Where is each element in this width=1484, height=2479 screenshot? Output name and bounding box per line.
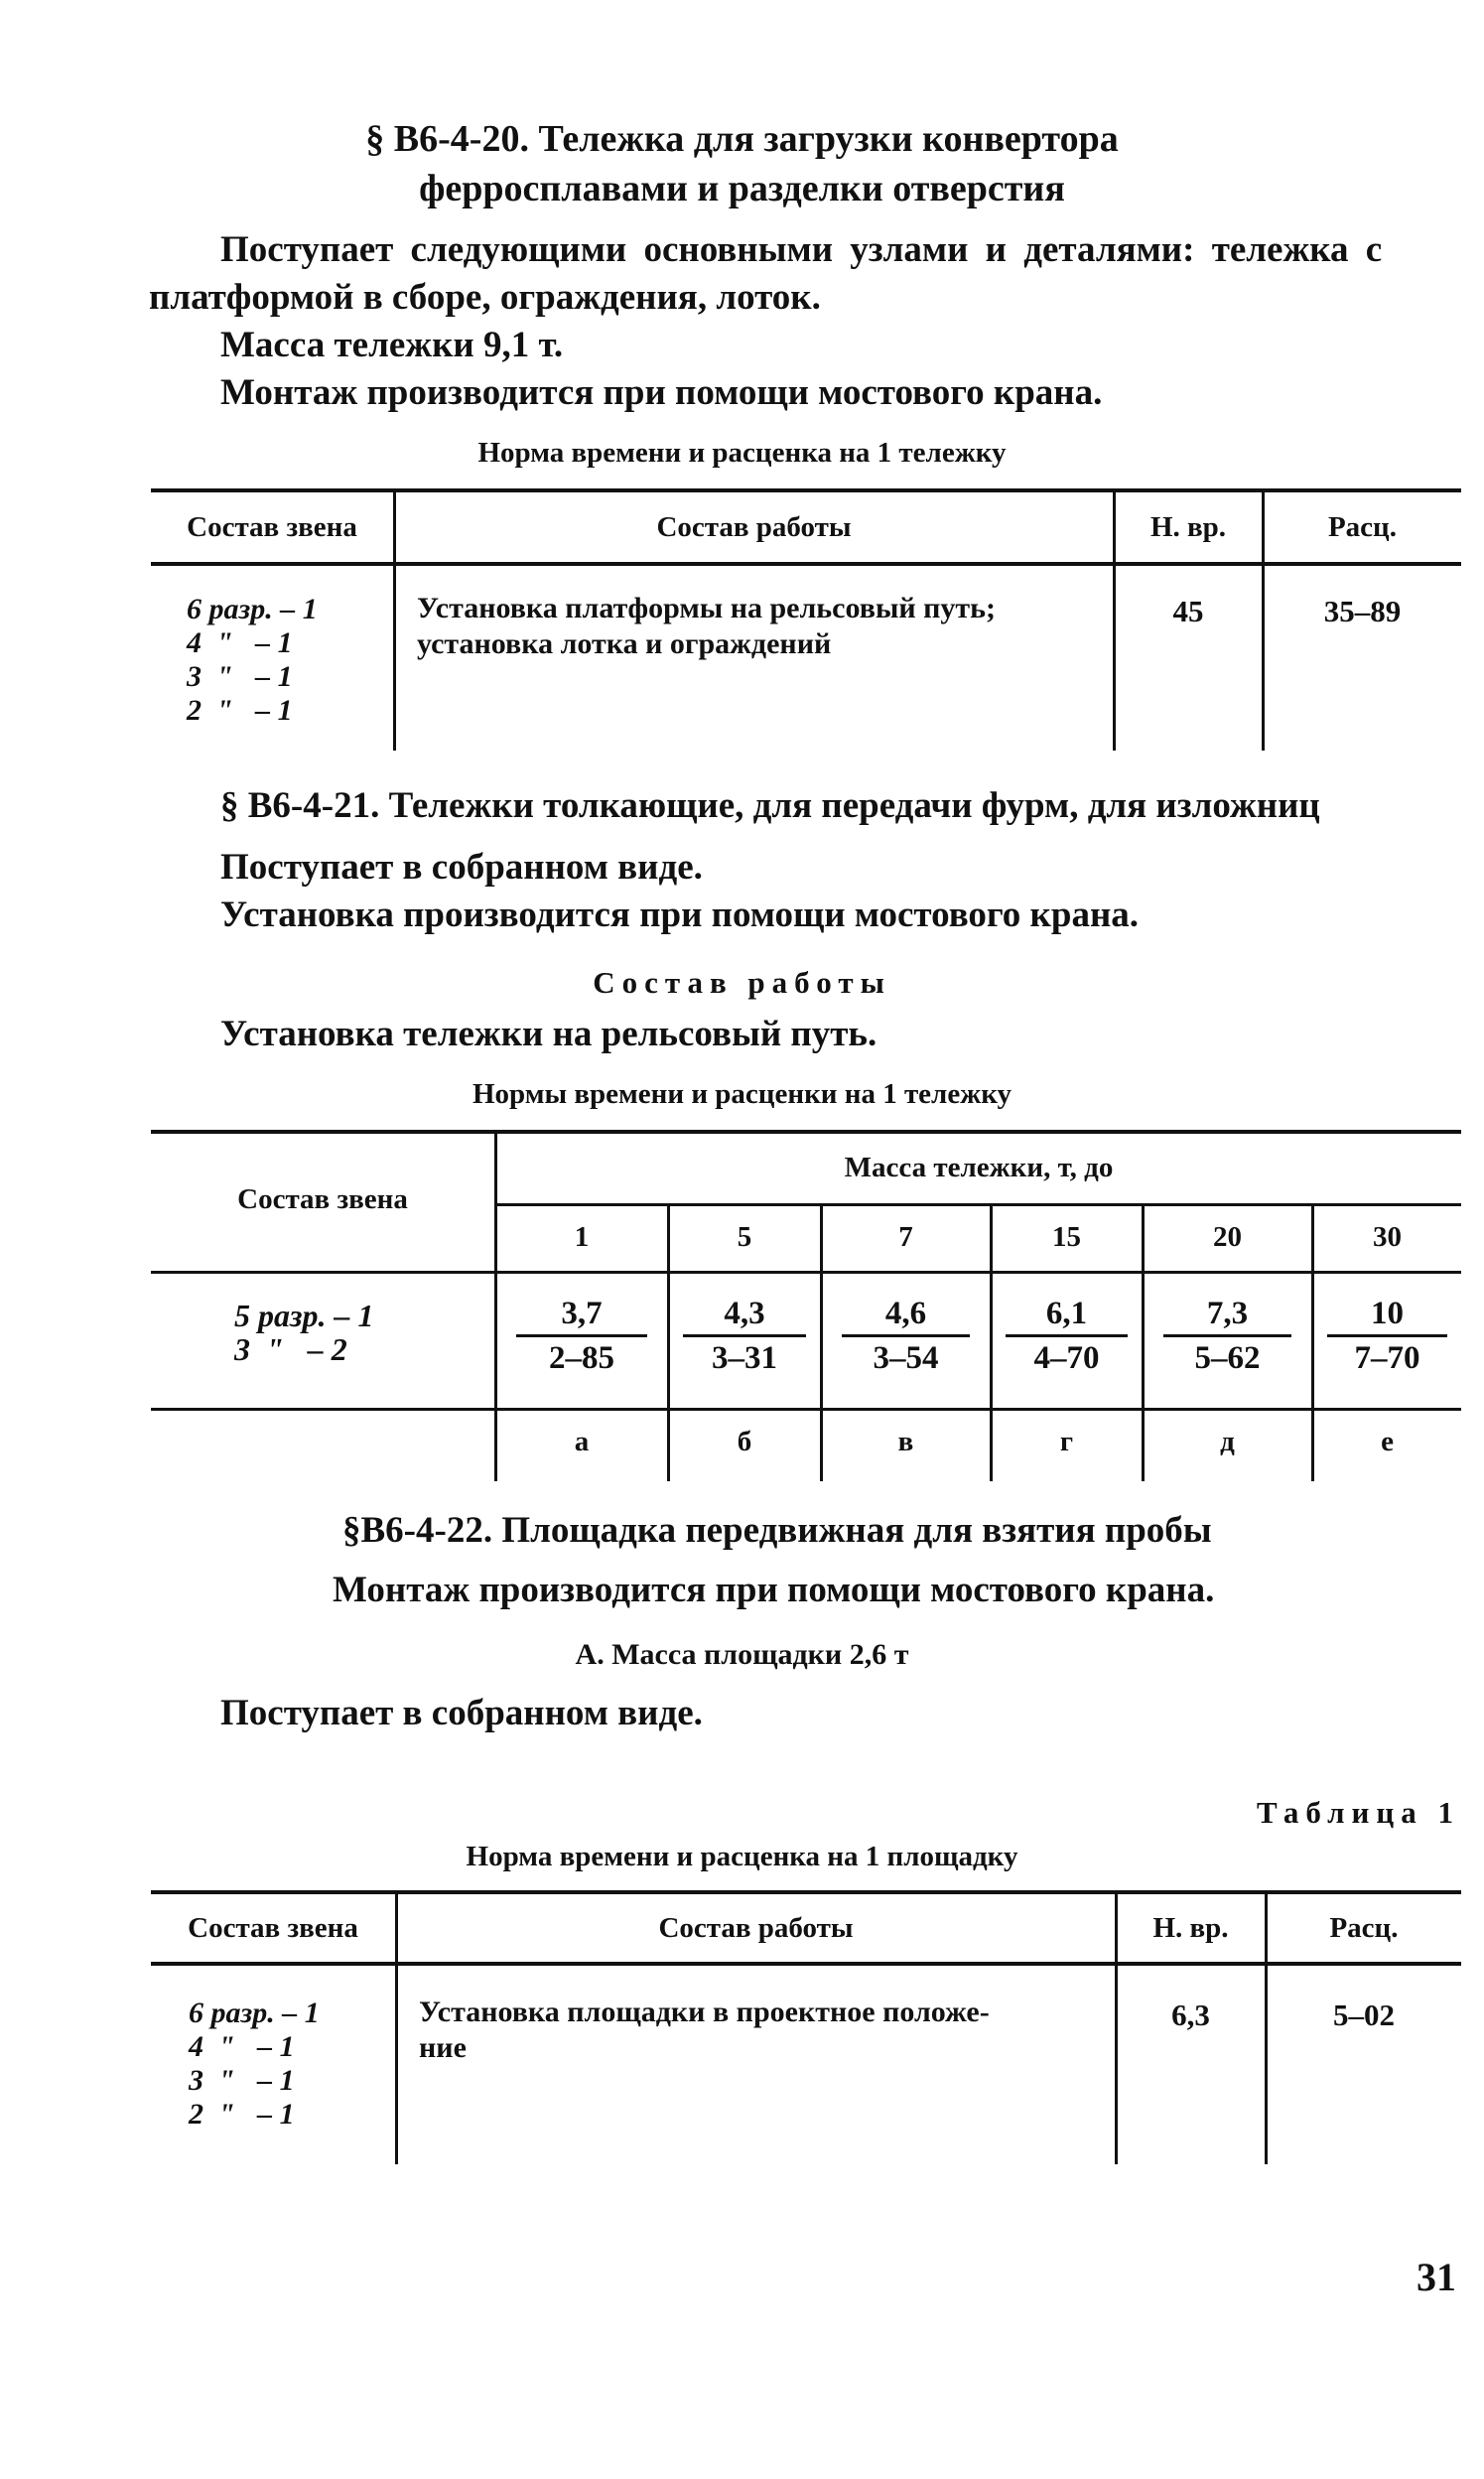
s20-price: 35–89 bbox=[1323, 594, 1402, 628]
s21-work: Установка тележки на рельсовый путь. bbox=[220, 1014, 877, 1054]
s20-paragraph-line2: платформой в сборе, ограждения, лоток. bbox=[149, 277, 821, 318]
s21-price-e: 7–70 bbox=[1354, 1340, 1420, 1376]
s21-norm-b: 4,3 bbox=[724, 1296, 765, 1331]
s21-subhead: Состав работы bbox=[593, 965, 891, 1000]
s22-crew-2: 4 " – 1 bbox=[189, 2030, 295, 2063]
s22-work-line2: ние bbox=[419, 2031, 467, 2064]
s22-table-label: Таблица 1 bbox=[1257, 1795, 1460, 1830]
s20-mount: Монтаж производится при помощи мостового крана. bbox=[220, 372, 1103, 413]
s21-paragraph-2: Установка производится при помощи мостового крана. bbox=[220, 895, 1140, 935]
s21-cell-d bbox=[1163, 1295, 1291, 1377]
s22-header-crew: Состав звена bbox=[188, 1912, 358, 1944]
s20-crew-1: 6 разр. – 1 bbox=[187, 593, 318, 625]
s22-work-line1: Установка площадки в проектное положе- bbox=[419, 1996, 990, 2028]
s20-title-line2: ферросплавами и разделки отверстия bbox=[419, 168, 1065, 209]
s21-price-d: 5–62 bbox=[1194, 1340, 1261, 1376]
s21-crew-2: 3 " – 2 bbox=[234, 1331, 347, 1367]
s21-mass-20: 20 bbox=[1213, 1221, 1242, 1253]
s20-paragraph-line1: Поступает следующими основными узлами и деталями: тележка с bbox=[220, 229, 1383, 270]
s22-header-price: Расц. bbox=[1329, 1912, 1399, 1944]
s21-norm-e: 10 bbox=[1371, 1296, 1404, 1331]
s22-paragraph: Поступает в собранном виде. bbox=[220, 1693, 703, 1733]
s21-mass-5: 5 bbox=[737, 1221, 752, 1253]
s21-letter-v: в bbox=[897, 1426, 914, 1457]
s21-letter-e: е bbox=[1381, 1426, 1394, 1457]
s22-header-norm: Н. вр. bbox=[1152, 1912, 1229, 1944]
s21-header-crew: Состав звена bbox=[237, 1183, 408, 1215]
s21-price-v: 3–54 bbox=[873, 1340, 939, 1376]
page-number: 31 bbox=[1417, 2255, 1456, 2299]
s20-crew-2: 4 " – 1 bbox=[187, 626, 293, 659]
s21-paragraph-1: Поступает в собранном виде. bbox=[220, 847, 703, 888]
s21-cell-a bbox=[516, 1295, 647, 1377]
s20-header-price: Расц. bbox=[1327, 511, 1398, 543]
s22-norm: 6,3 bbox=[1171, 1997, 1210, 2032]
s21-norm-a: 3,7 bbox=[561, 1296, 603, 1331]
s21-cell-b bbox=[683, 1295, 806, 1377]
s21-cell-v bbox=[842, 1295, 970, 1377]
s22-crew-4: 2 " – 1 bbox=[189, 2098, 295, 2131]
s21-norm-d: 7,3 bbox=[1206, 1296, 1249, 1331]
s21-mass-7: 7 bbox=[898, 1221, 913, 1253]
s20-crew-4: 2 " – 1 bbox=[187, 694, 293, 727]
s21-mass-30: 30 bbox=[1373, 1221, 1402, 1253]
s21-header-mass: Масса тележки, т, до bbox=[844, 1152, 1114, 1183]
s21-letter-d: д bbox=[1220, 1426, 1235, 1457]
s21-cell-e bbox=[1327, 1295, 1447, 1377]
s22-subhead: А. Масса площадки 2,6 т bbox=[575, 1638, 909, 1671]
s22-header-work: Состав работы bbox=[658, 1912, 854, 1944]
s21-crew-1: 5 разр. – 1 bbox=[234, 1298, 374, 1333]
s21-price-b: 3–31 bbox=[712, 1340, 777, 1376]
s20-header-work: Состав работы bbox=[656, 511, 852, 543]
s20-work-line2: установка лотка и ограждений bbox=[417, 627, 832, 660]
s21-norm-v: 4,6 bbox=[884, 1296, 927, 1331]
s20-norm: 45 bbox=[1172, 594, 1204, 628]
s22-caption: Норма времени и расценка на 1 площадку bbox=[466, 1841, 1018, 1872]
s20-header-crew: Состав звена bbox=[187, 511, 357, 543]
s22-mount: Монтаж производится при помощи мостового крана. bbox=[333, 1570, 1215, 1610]
s21-norm-g: 6,1 bbox=[1045, 1296, 1088, 1331]
s20-mass: Масса тележки 9,1 т. bbox=[220, 325, 564, 365]
s21-letter-g: г bbox=[1059, 1426, 1074, 1457]
s20-title-line1: § В6-4-20. Тележка для загрузки конвертора bbox=[365, 118, 1119, 160]
s22-crew-1: 6 разр. – 1 bbox=[189, 1997, 320, 2029]
s20-work-line1: Установка платформы на рельсовый путь; bbox=[417, 592, 997, 624]
s22-price: 5–02 bbox=[1333, 1997, 1395, 2032]
s21-price-g: 4–70 bbox=[1033, 1340, 1100, 1376]
s20-crew-3: 3 " – 1 bbox=[187, 660, 293, 693]
s21-letter-b: б bbox=[737, 1426, 752, 1457]
s21-price-a: 2–85 bbox=[549, 1340, 614, 1376]
s21-mass-1: 1 bbox=[574, 1221, 590, 1253]
s22-crew-3: 3 " – 1 bbox=[189, 2064, 295, 2097]
s20-caption: Норма времени и расценка на 1 тележку bbox=[477, 437, 1007, 469]
s21-letter-a: а bbox=[574, 1426, 590, 1457]
s22-title: §В6-4-22. Площадка передвижная для взятия пробы bbox=[342, 1510, 1212, 1551]
s20-header-norm: Н. вр. bbox=[1149, 511, 1227, 543]
s21-title: § В6-4-21. Тележки толкающие, для передачи фурм, для изложниц bbox=[220, 785, 1320, 826]
s21-cell-g bbox=[1006, 1295, 1128, 1377]
s21-mass-15: 15 bbox=[1052, 1221, 1081, 1253]
s21-caption: Нормы времени и расценки на 1 тележку bbox=[472, 1078, 1012, 1110]
